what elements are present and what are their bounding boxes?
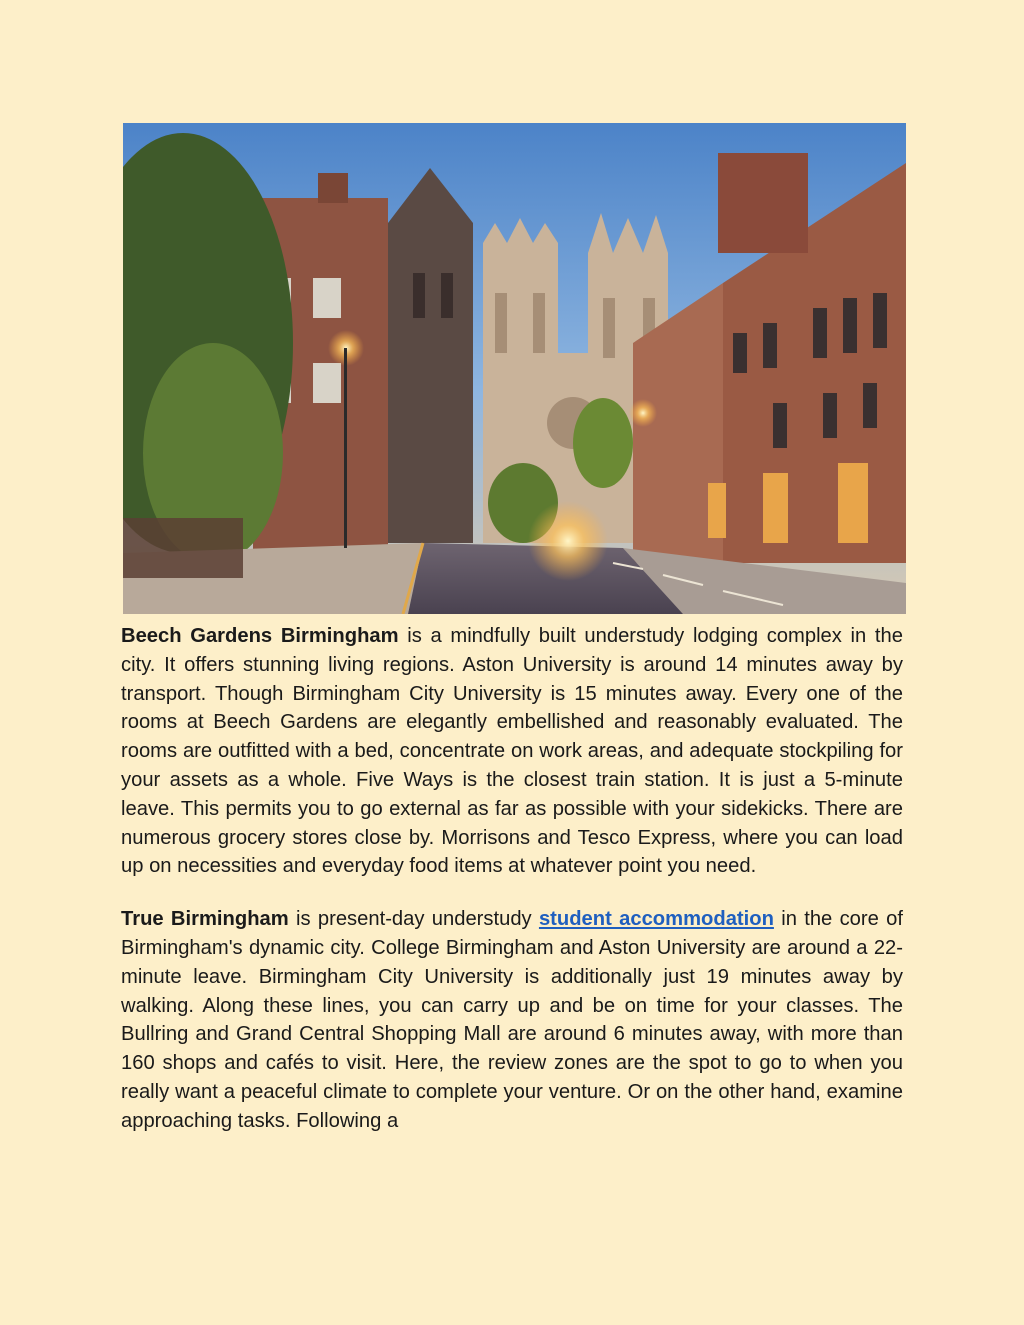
paragraph-true-birmingham [121,905,903,1135]
paragraph-text: is a mindfully built understudy lodging complex in the city. It offers stunning living regions. Aston University is around 14 minutes away by transport. Though Birmingham City University is 15 minutes away. Every one of the rooms at Beech Gardens are elegantly embellished and reasonably evaluated. The rooms are outfitted with a bed, concentrate on work areas, and adequate stockpiling for your assets as a whole. Five Ways is the closest train station. It is just a 5-minute leave. This permits you to go external as far as possible with your sidekicks. There are numerous grocery stores close by. Morrisons and Tesco Express, where you can load up on necessities and everyday food items at whatever point you need. [121,625,903,878]
street-scene-illustration [123,123,906,614]
paragraph-lead: Beech Gardens Birmingham [121,625,399,647]
student-accommodation-link[interactable]: student accommodation [538,908,774,931]
hero-image [123,123,906,614]
paragraph-lead: True Birmingham [121,908,289,931]
paragraph-beech-gardens [121,622,903,881]
paragraph-text: in the core of Birmingham's dynamic city. College Birmingham and Aston University are around a 22-minute leave. Birmingham City University is additionally just 19 minutes away by walking. Along these lines, you can carry up and be on time for your classes. The Bullring and Grand Central Shopping Mall are around 6 minutes away, with more than 160 shops and cafés to visit. Here, the review zones are the spot to go to when you really want a peaceful climate to complete your venture. Or on the other hand, examine approaching tasks. Following a [121,908,903,1132]
paragraph-text: is present-day understudy [288,908,539,931]
article-body [121,622,903,1160]
